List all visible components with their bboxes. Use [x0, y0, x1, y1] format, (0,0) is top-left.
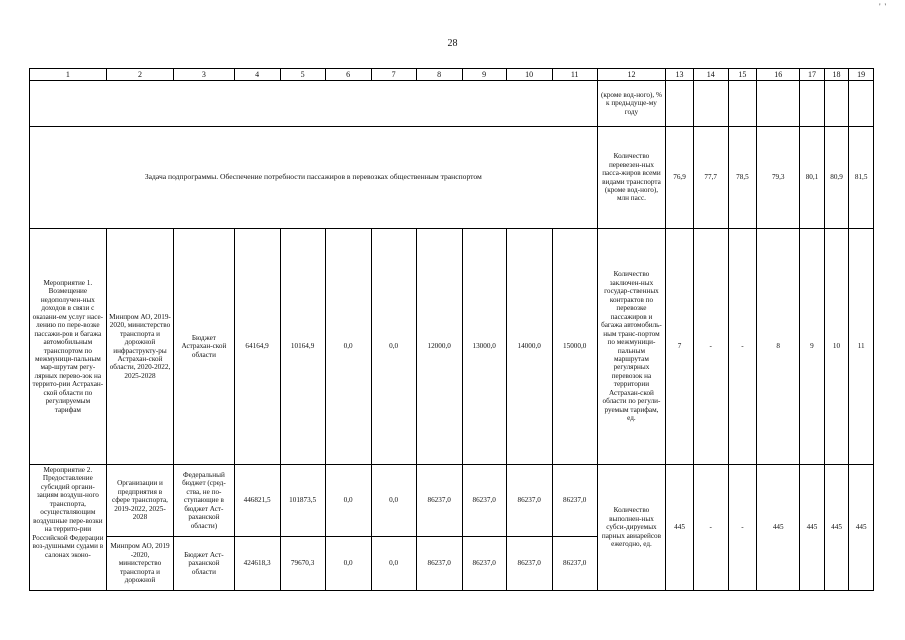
value-cell: 79670,3 [280, 537, 325, 591]
value-cell: 86237,0 [416, 465, 462, 537]
value-cell: 10 [824, 229, 849, 465]
indicator-cell: Количество выполнен-ных субси-дируемых парных авиарейсов ежегодно, ед. [597, 465, 666, 591]
value-cell: 445 [666, 465, 694, 591]
value-cell: 424618,3 [234, 537, 280, 591]
value-cell: 86237,0 [462, 465, 506, 537]
value-cell: 445 [849, 465, 874, 591]
value-cell: 11 [849, 229, 874, 465]
column-number: 17 [800, 69, 825, 81]
column-number: 16 [757, 69, 800, 81]
value-cell: 79,3 [757, 127, 800, 229]
executor-cell: Минпром АО, 2019 -2020, министерство транспорта и дорожной [106, 537, 174, 591]
column-number: 3 [174, 69, 234, 81]
column-number: 2 [106, 69, 174, 81]
column-number: 13 [666, 69, 694, 81]
page-number: 28 [447, 38, 458, 49]
value-cell: - [728, 465, 757, 591]
measure-1-row [30, 229, 874, 465]
column-number: 1 [30, 69, 107, 81]
column-number: 19 [849, 69, 874, 81]
column-number: 5 [280, 69, 325, 81]
task-title: Задача подпрограммы. Обеспечение потребности пассажиров в перевозках общественным транспортом [30, 127, 598, 229]
column-number: 15 [728, 69, 757, 81]
program-table [29, 68, 874, 591]
measure-name: Мероприятие 2. Предоставление субсидий органи-зациям воздуш-ного транспорта, осуществляющим воздушные пере-возки на террито-рии Российской Федерации воз-душными судами в салонах эконо- [30, 465, 107, 591]
column-number: 6 [325, 69, 371, 81]
value-cell: - [728, 229, 757, 465]
value-cell: 9 [800, 229, 825, 465]
funding-source-cell: Бюджет Аст-раханской области [174, 537, 234, 591]
column-number: 9 [462, 69, 506, 81]
value-cell: 81,5 [849, 127, 874, 229]
value-cell: 0,0 [325, 229, 371, 465]
executor-cell: Минпром АО, 2019-2020, министерство транспорта и дорожной инфраструкту-ры Астрахан-ской области, 2020-2022, 2025-2028 [106, 229, 174, 465]
column-number: 18 [824, 69, 849, 81]
value-cell: 0,0 [325, 465, 371, 537]
indicator-cell: Количество заключен-ных государ-ственных контрактов по перевозке пассажиров и багажа автомобиль-ным транс-портом по межмуници-пальным маршрутам регулярных перевозок на территории Астрахан-ской области по регули-руемым тарифам, ед. [597, 229, 666, 465]
value-cell: 14000,0 [506, 229, 552, 465]
value-cell: 0,0 [325, 537, 371, 591]
column-number: 12 [597, 69, 666, 81]
funding-source-cell: Федеральный бюджет (сред-ства, не по-ступающие в бюджет Аст-раханской области) [174, 465, 234, 537]
value-cell: 446821,5 [234, 465, 280, 537]
empty-cell [693, 81, 728, 127]
value-cell: 0,0 [371, 465, 416, 537]
value-cell: 101873,5 [280, 465, 325, 537]
indicator-cell: Количество перевезен-ных пасса-жиров всеми видами транспорта (кроме вод-ного), млн пасс. [597, 127, 666, 229]
funding-source-cell: Бюджет Астрахан-ской области [174, 229, 234, 465]
value-cell: 0,0 [371, 537, 416, 591]
empty-cell [728, 81, 757, 127]
corner-mark: ' ' [879, 2, 887, 11]
empty-cell [757, 81, 800, 127]
empty-cell [849, 81, 874, 127]
value-cell: 445 [800, 465, 825, 591]
column-number: 8 [416, 69, 462, 81]
value-cell: 86237,0 [506, 537, 552, 591]
value-cell: 10164,9 [280, 229, 325, 465]
value-cell: 77,7 [693, 127, 728, 229]
column-number: 7 [371, 69, 416, 81]
value-cell: 445 [757, 465, 800, 591]
empty-cell [800, 81, 825, 127]
value-cell: 7 [666, 229, 694, 465]
value-cell: 80,9 [824, 127, 849, 229]
value-cell: 13000,0 [462, 229, 506, 465]
value-cell: 80,1 [800, 127, 825, 229]
value-cell: 78,5 [728, 127, 757, 229]
column-number: 10 [506, 69, 552, 81]
value-cell: 86237,0 [552, 465, 597, 537]
column-number: 14 [693, 69, 728, 81]
value-cell: 86237,0 [416, 537, 462, 591]
value-cell: 86237,0 [462, 537, 506, 591]
column-number-row [30, 69, 874, 81]
empty-cell [666, 81, 694, 127]
value-cell: 15000,0 [552, 229, 597, 465]
value-cell: 12000,0 [416, 229, 462, 465]
measure-name: Мероприятие 1. Возмещение недополучен-ных доходов в связи с оказани-ем услуг насе-лению по пере-возке пассажи-ров и багажа автомобильным транспортом по межмуници-пальным мар-шрутам регу-лярных перево-зок на террито-рии Астрахан-ской области по регулируемым тарифам [30, 229, 107, 465]
value-cell: 64164,9 [234, 229, 280, 465]
value-cell: 0,0 [371, 229, 416, 465]
empty-cell [30, 81, 598, 127]
measure-2-row-a [30, 465, 874, 537]
value-cell: 86237,0 [506, 465, 552, 537]
value-cell: 76,9 [666, 127, 694, 229]
empty-cell [824, 81, 849, 127]
task-row [30, 127, 874, 229]
value-cell: - [693, 465, 728, 591]
value-cell: 86237,0 [552, 537, 597, 591]
value-cell: - [693, 229, 728, 465]
indicator-cell: (кроме вод-ного), % к предыдуще-му году [597, 81, 666, 127]
value-cell: 445 [824, 465, 849, 591]
value-cell: 8 [757, 229, 800, 465]
column-number: 11 [552, 69, 597, 81]
continuation-row [30, 81, 874, 127]
executor-cell: Организации и предприятия в сфере транспорта, 2019-2022, 2025-2028 [106, 465, 174, 537]
column-number: 4 [234, 69, 280, 81]
